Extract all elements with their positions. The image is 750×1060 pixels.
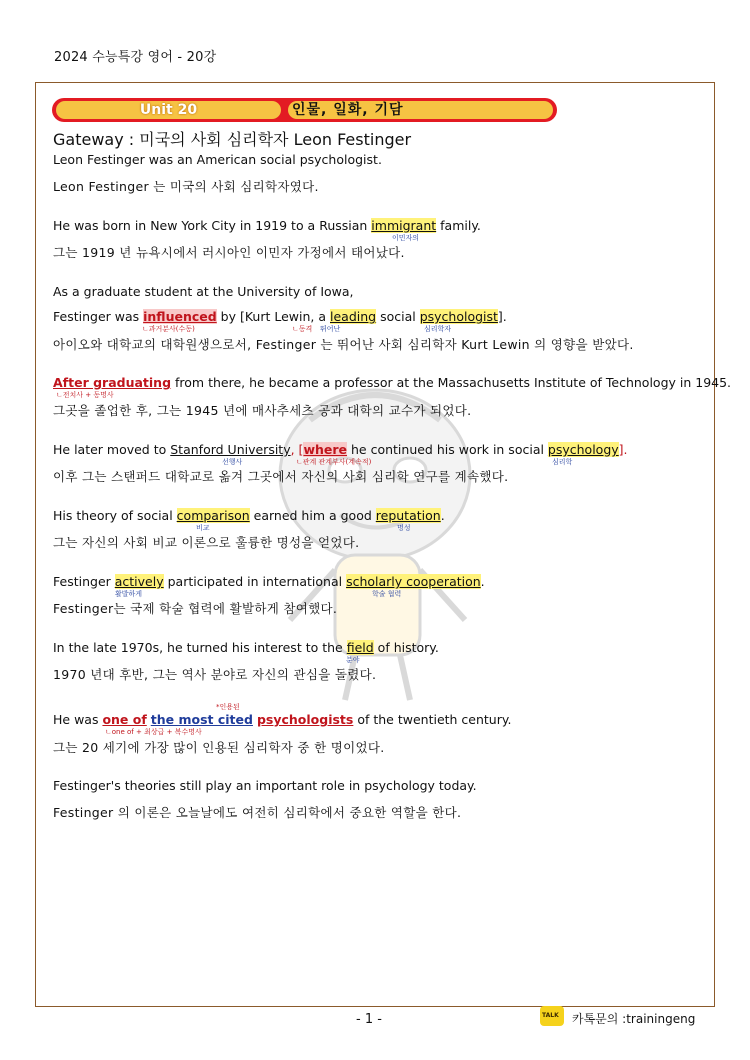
unit-banner [52, 98, 557, 122]
sentence-4-english: After graduating from there, he became a professor at the Massachusetts Institute of Technology in 1945. [53, 375, 732, 390]
sentence-5-korean: 이후 그는 스탠퍼드 대학교로 옮겨 그곳에서 자신의 사회 심리학 연구를 계속했다. [53, 469, 509, 484]
unit-topic-box [288, 101, 553, 119]
sentence-10-korean: Festinger 의 이론은 오늘날에도 여전히 심리학에서 중요한 역할을 한다. [53, 805, 462, 820]
note-actively: 활발하게 [115, 590, 143, 598]
note-one-of: ㄴone of + 최상급 + 복수명사 [105, 728, 202, 736]
vocab-psychologist: psychologist [419, 309, 498, 324]
vocab-leading: leading [330, 309, 377, 324]
sentence-7-korean: Festinger는 국제 학술 협력에 활발하게 참여했다. [53, 601, 338, 616]
vocab-reputation: reputation [375, 508, 441, 523]
note-psychologist: 심리학자 [424, 325, 452, 333]
vocab-most-cited: the most cited [150, 712, 253, 727]
sentence-2-korean: 그는 1919 년 뉴욕시에서 러시아인 이민자 가정에서 태어났다. [53, 245, 405, 260]
sentence-10-english: Festinger's theories still play an important role in psychology today. [53, 778, 477, 793]
sentence-1-english: Leon Festinger was an American social psychologist. [53, 152, 382, 167]
note-psychology: 심리학 [552, 458, 573, 466]
vocab-immigrant: immigrant [371, 218, 437, 233]
vocab-stanford: Stanford University [170, 442, 291, 457]
vocab-comparison: comparison [176, 508, 250, 523]
note-after-graduating: ㄴ전치사 + 동명사 [56, 391, 114, 399]
sentence-6-korean: 그는 자신의 사회 비교 이론으로 훌륭한 명성을 얻었다. [53, 535, 360, 550]
unit-topic: 인물, 일화, 기담 [292, 102, 404, 118]
vocab-actively: actively [114, 574, 164, 589]
sentence-1-korean: Leon Festinger 는 미국의 사회 심리학자였다. [53, 179, 319, 194]
sentence-8-english: In the late 1970s, he turned his interest to the field of history. [53, 640, 439, 655]
note-stanford: 선행사 [222, 458, 243, 466]
vocab-psychology: psychology [547, 442, 619, 457]
vocab-field: field [346, 640, 374, 655]
note-immigrant: 이민자의 [392, 234, 420, 242]
note-field: 분야 [346, 656, 360, 664]
note-where: ㄴ관계 관계부사(계속적) [296, 458, 372, 466]
sentence-3-korean: 아이오와 대학교의 대학원생으로서, Festinger 는 뛰어난 사회 심리학자 Kurt Lewin 의 영향을 받았다. [53, 337, 634, 352]
sentence-6-english: His theory of social comparison earned him a good reputation. [53, 508, 445, 523]
note-cited: *인용된 [216, 703, 240, 711]
vocab-where: where [303, 442, 348, 457]
sentence-9-korean: 그는 20 세기에 가장 많이 인용된 심리학자 중 한 명이었다. [53, 740, 385, 755]
vocab-scholarly-cooperation: scholarly cooperation [346, 574, 481, 589]
note-influenced: ㄴ과거분사(수동) [142, 325, 195, 333]
gateway-title: Gateway : 미국의 사회 심리학자 Leon Festinger [53, 130, 412, 149]
unit-label: Unit 20 [56, 101, 281, 119]
note-scholarly-cooperation: 학술 협력 [372, 590, 402, 598]
sentence-3-english: Festinger was influenced by [Kurt Lewin, a leading social psychologist]. [53, 309, 507, 324]
sentence-8-korean: 1970 년대 후반, 그는 역사 분야로 자신의 관심을 돌렸다. [53, 667, 377, 682]
sentence-7-english: Festinger actively participated in international scholarly cooperation. [53, 574, 485, 589]
kakaotalk-icon: TALK [540, 1006, 564, 1026]
vocab-after-graduating: After graduating [53, 375, 172, 390]
note-comparison: 비교 [196, 524, 210, 532]
sentence-4-korean: 그곳을 졸업한 후, 그는 1945 년에 매사추세츠 공과 대학의 교수가 되었다. [53, 403, 472, 418]
page-number: - 1 - [356, 1012, 382, 1027]
vocab-influenced: influenced [143, 309, 217, 324]
contact-text: 카톡문의 :trainingeng [572, 1012, 696, 1026]
sentence-3-english-intro: As a graduate student at the University of Iowa, [53, 284, 354, 299]
vocab-one-of: one of [102, 712, 147, 727]
note-appositive: ㄴ동격 [292, 325, 313, 333]
sentence-5-english: He later moved to Stanford University, [where he continued his work in social psychology]. [53, 442, 628, 457]
sentence-2-english: He was born in New York City in 1919 to a Russian immigrant family. [53, 218, 481, 233]
document-header-title: 2024 수능특강 영어 - 20강 [54, 50, 217, 65]
sentence-9-english: He was one of the most cited psychologists of the twentieth century. [53, 712, 512, 727]
note-reputation: 명성 [397, 524, 411, 532]
vocab-psychologists: psychologists [256, 712, 354, 727]
note-leading: 뛰어난 [320, 325, 341, 333]
